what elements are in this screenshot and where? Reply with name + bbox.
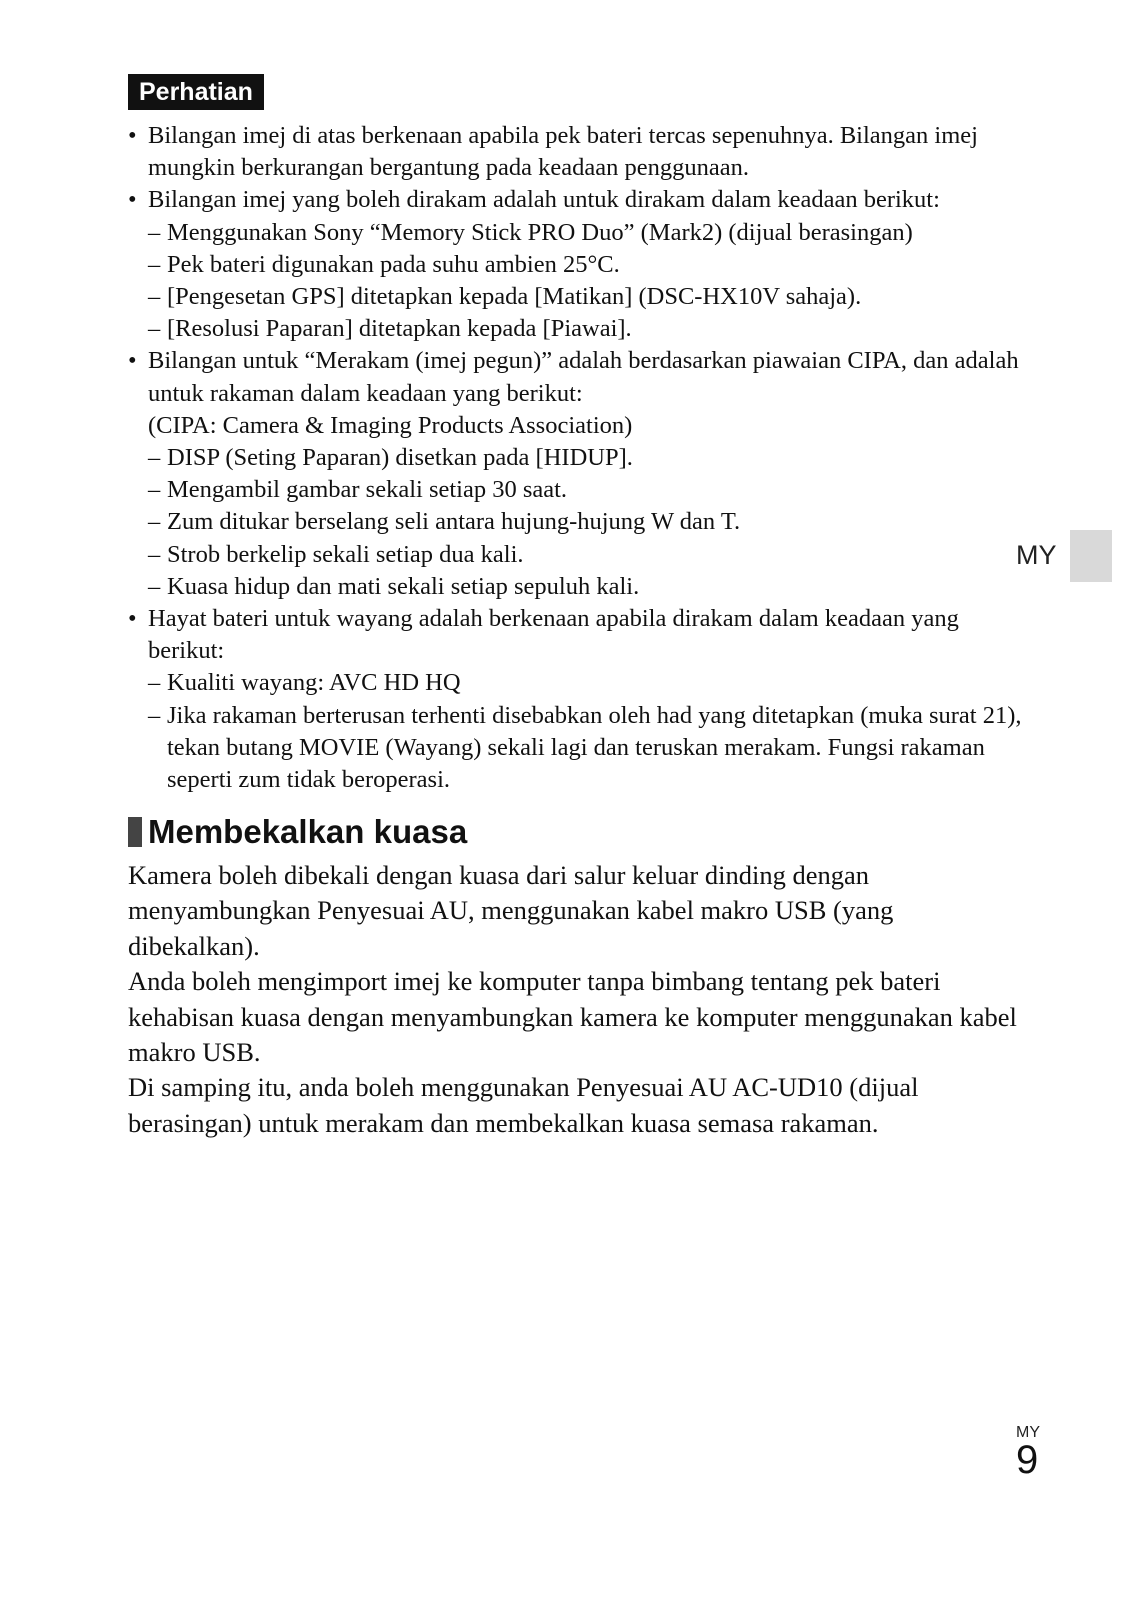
footer-language: MY: [1016, 1424, 1040, 1441]
caution-note: [128, 120, 1028, 184]
body-paragraph: Anda boleh mengimport imej ke komputer tanpa bimbang tentang pek bateri kehabisan kuasa dengan menyambungkan kamera ke komputer menggunakan kabel makro USB.: [128, 966, 1017, 1068]
body-paragraph: Kamera boleh dibekali dengan kuasa dari salur keluar dinding dengan menyambungkan Penyesuai AU, menggunakan kabel makro USB (yang dibekalkan).: [128, 860, 894, 961]
note-condition: – Kuasa hidup dan mati sekali setiap sepuluh kali.: [148, 571, 1028, 603]
note-text: • Bilangan imej yang boleh dirakam adalah untuk dirakam dalam keadaan berikut:: [148, 186, 940, 214]
note-condition: – Strob berkelip sekali setiap dua kali.: [148, 539, 1028, 571]
note-condition: – Kualiti wayang: AVC HD HQ: [148, 667, 1028, 699]
language-thumb-tab: [1070, 530, 1112, 582]
caution-note: [128, 603, 1028, 796]
body-paragraph: Di samping itu, anda boleh menggunakan Penyesuai AU AC-UD10 (dijual berasingan) untuk merakam dan membekalkan kuasa semasa rakaman.: [128, 1072, 919, 1138]
heading-marker-icon: [128, 817, 142, 847]
note-condition: – [Resolusi Paparan] ditetapkan kepada [Piawai].: [148, 313, 1028, 345]
caution-note: [128, 345, 1028, 603]
caution-label: Perhatian: [128, 74, 264, 110]
section-body: [128, 858, 1028, 1141]
note-condition: – Jika rakaman berterusan terhenti disebabkan oleh had yang ditetapkan (muka surat 21), tekan butang MOVIE (Wayang) sekali lagi dan teruskan merakam. Fungsi rakaman seperti zum tidak beroperasi.: [148, 700, 1028, 797]
note-text: • Bilangan untuk “Merakam (imej pegun)” adalah berdasarkan piawaian CIPA, dan adalah untuk rakaman dalam keadaan yang berikut:: [148, 347, 1019, 407]
note-condition: – Pek bateri digunakan pada suhu ambien 25°C.: [148, 249, 1028, 281]
note-text: • Hayat bateri untuk wayang adalah berkenaan apabila dirakam dalam keadaan yang berikut:: [148, 605, 959, 665]
note-condition: – Zum ditukar berselang seli antara hujung-hujung W dan T.: [148, 506, 1028, 538]
note-text: • Bilangan imej di atas berkenaan apabila pek bateri tercas sepenuhnya. Bilangan imej mungkin berkurangan bergantung pada keadaan penggunaan.: [148, 122, 978, 182]
section-title: Membekalkan kuasa: [148, 813, 468, 850]
caution-notes: [128, 120, 1028, 796]
note-condition: – Menggunakan Sony “Memory Stick PRO Duo” (Mark2) (dijual berasingan): [148, 217, 1028, 249]
note-condition: – Mengambil gambar sekali setiap 30 saat.: [148, 474, 1028, 506]
section-heading: [128, 812, 467, 852]
language-side-label: MY: [1016, 540, 1057, 570]
page-number: 9: [1016, 1438, 1039, 1482]
caution-note: [128, 184, 1028, 345]
note-extra: (CIPA: Camera & Imaging Products Association): [148, 411, 633, 439]
note-condition: – [Pengesetan GPS] ditetapkan kepada [Matikan] (DSC-HX10V sahaja).: [148, 281, 1028, 313]
note-condition: – DISP (Seting Paparan) disetkan pada [HIDUP].: [148, 442, 1028, 474]
